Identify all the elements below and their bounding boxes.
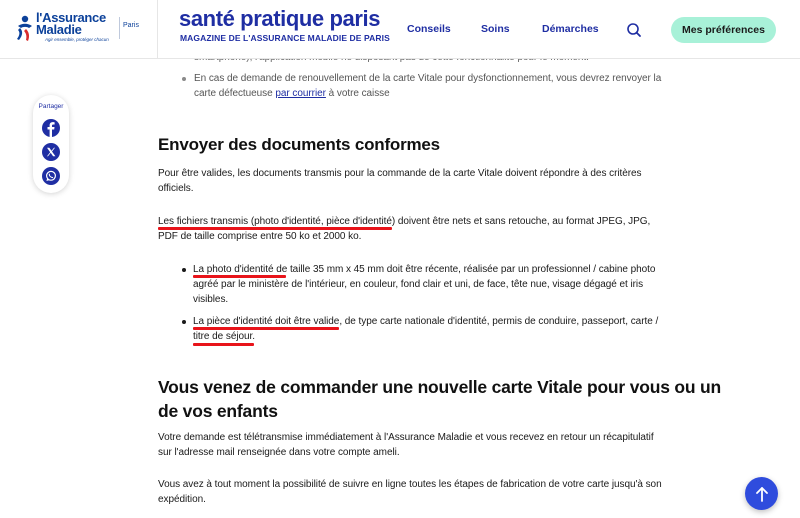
list-item-text: titre de séjour.: [193, 331, 256, 343]
highlight-underline: [193, 343, 254, 346]
logo-name-line: l'Assurance: [36, 10, 106, 25]
preferences-button[interactable]: Mes préférences: [671, 17, 776, 43]
paragraph-line: Pour être valides, les documents transmis pour la commande de la carte Vitale doivent répondre à des critères: [158, 168, 642, 179]
list-item-text: La pièce d'identité doit être valide, de type carte nationale d'identité, permis de conduire, passeport, carte /: [193, 316, 659, 327]
share-panel: [33, 95, 69, 193]
logo-name-line: Maladie: [36, 22, 82, 37]
scroll-top-button[interactable]: [745, 477, 778, 510]
paragraph-line: sur l'adresse mail renseignée dans votre compte ameli.: [158, 447, 400, 459]
assurance-maladie-logo[interactable]: [0, 0, 158, 59]
list-bullet: [182, 320, 186, 324]
paragraph: [158, 477, 662, 507]
list-item-text: En cas de demande de renouvellement de la carte Vitale pour dysfonctionnement, vous devrez renvoyer la: [194, 73, 662, 84]
list-item-renewal: [194, 71, 664, 101]
paragraph: [158, 430, 654, 460]
nav-conseils[interactable]: Conseils: [407, 23, 451, 35]
list-item: [193, 262, 663, 308]
logo-figure-icon: [14, 14, 34, 42]
list-item-text: carte défectueuse: [194, 88, 276, 100]
magazine-subtitle: MAGAZINE DE L'ASSURANCE MALADIE DE PARIS: [180, 33, 390, 43]
paragraph-line: Vous avez à tout moment la possibilité de suivre en ligne toutes les étapes de fabrication de votre carte jusqu'à son: [158, 479, 662, 490]
arrow-up-icon: [755, 486, 769, 502]
list-bullet: [182, 77, 186, 81]
list-item-text: à votre caisse: [325, 88, 390, 100]
logo-tagline: Agir ensemble, protéger chacun: [45, 37, 109, 42]
highlight-underline: [193, 275, 286, 278]
x-icon[interactable]: [42, 143, 60, 161]
highlight-underline: [193, 327, 339, 330]
list-item-text: agréé par le ministère de l'intérieur, en couleur, fond clair et uni, de face, tête nue, visage dégagé et iris: [193, 279, 644, 291]
facebook-icon[interactable]: [42, 119, 60, 137]
whatsapp-icon[interactable]: [42, 167, 60, 185]
list-item-text: La photo d'identité de taille 35 mm x 45 mm doit être récente, réalisée par un professionnel / cabine photo: [193, 264, 656, 275]
logo-divider: [119, 17, 120, 39]
list-item-text: [194, 86, 664, 101]
search-icon[interactable]: [626, 22, 642, 38]
paragraph: [158, 166, 642, 196]
paragraph-line: expédition.: [158, 494, 206, 506]
section-title-line: de vos enfants: [158, 401, 278, 421]
nav-soins[interactable]: Soins: [481, 23, 510, 35]
section-title: [158, 375, 722, 423]
paragraph-line: officiels.: [158, 183, 194, 195]
paragraph-line: PDF de taille comprise entre 50 ko et 2000 ko.: [158, 231, 362, 243]
list-item-text: visibles.: [193, 294, 229, 306]
section-title: Envoyer des documents conformes: [158, 135, 440, 154]
section-title-line: Vous venez de commander une nouvelle carte Vitale pour vous ou un: [158, 377, 722, 397]
magazine-title[interactable]: santé pratique paris: [179, 6, 381, 31]
share-label: Partager: [38, 103, 64, 110]
site-header: [0, 0, 800, 59]
list-bullet: [182, 268, 186, 272]
logo-name: [36, 12, 126, 36]
par-courrier-link[interactable]: par courrier: [275, 88, 326, 100]
highlight-underline: [158, 227, 392, 230]
nav-demarches[interactable]: Démarches: [542, 23, 599, 35]
paragraph-line: Votre demande est télétransmise immédiatement à l'Assurance Maladie et vous recevez en retour un récapitulatif: [158, 432, 654, 443]
paragraph-line: Les fichiers transmis (photo d'identité, pièce d'identité) doivent être nets et sans retouche, au format JPEG, JPG,: [158, 216, 651, 227]
logo-city: Paris: [123, 22, 139, 29]
